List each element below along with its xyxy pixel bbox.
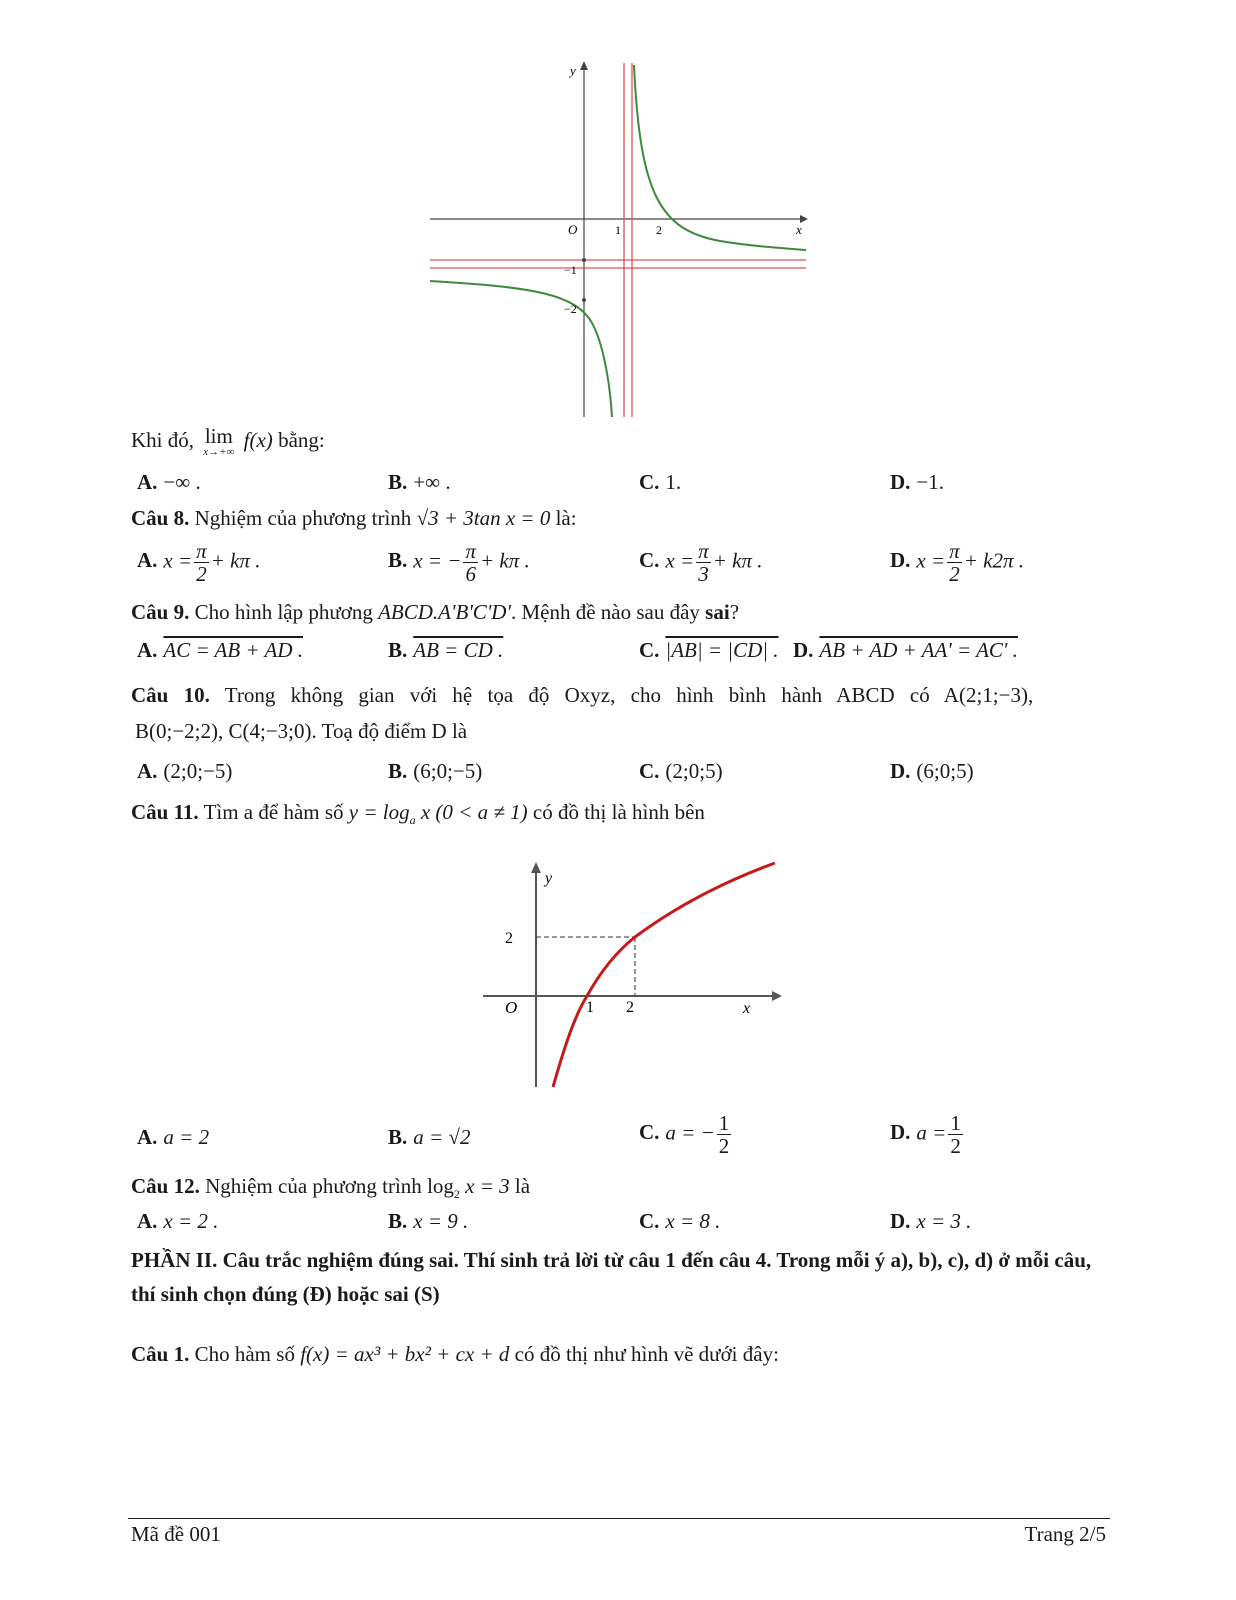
q9-option-a[interactable]: A. AC = AB + AD .: [137, 638, 303, 662]
q7-suffix: bằng:: [278, 427, 325, 452]
q12-option-b[interactable]: B. x = 9 .: [388, 1209, 469, 1233]
log-x-label: x: [743, 1000, 751, 1017]
q7-fx: f(x): [243, 427, 273, 452]
q8-option-c[interactable]: C. x = $\frac{\pi}{3}$ + kπ .: [639, 539, 763, 587]
q11-question: Câu 11. Tìm a để hàm số $y = \log_a x$ (0 < a ≠ 1) có đồ thị là hình bên: [131, 800, 705, 828]
q9-cube: ABCD.A'B'C'D': [378, 600, 511, 624]
q7-option-a[interactable]: A. −∞ .: [137, 470, 201, 494]
x-tick-2: 2: [656, 223, 662, 237]
q10-line1: Trong không gian với hệ tọa độ Oxyz, cho hình bình hành ABCD có A(2;1;−3),: [224, 683, 1034, 707]
q8-question: Câu 8. Nghiệm của phương trình √3 + 3tan x = 0 là:: [131, 506, 577, 530]
q11-option-a[interactable]: A. a = 2: [137, 1125, 210, 1149]
q10-question: [131, 683, 1106, 708]
part2-heading: PHẦN II. Câu trắc nghiệm đúng sai. Thí sinh trả lời từ câu 1 đến câu 4. Trong mỗi ý a), b), c), d) ở mỗi câu, thí sinh chọn đúng (Đ) hoặc sai (S): [131, 1248, 1092, 1306]
q8-option-d[interactable]: D. x = $\frac{\pi}{2}$ + k2π .: [890, 539, 1024, 587]
x-tick-1: 1: [615, 223, 621, 237]
log-y-label: y: [545, 870, 553, 887]
log-x-tick-2: 2: [626, 999, 634, 1016]
q9-question: Câu 9. Cho hình lập phương ABCD.A'B'C'D'. Mệnh đề nào sau đây sai?: [131, 600, 740, 624]
q11-label: Câu 11.: [131, 800, 199, 824]
q7-question: [131, 426, 325, 458]
q9-option-c[interactable]: C. |AB| = |CD| .: [639, 638, 779, 662]
q12-option-d[interactable]: D. x = 3 .: [890, 1209, 972, 1233]
log-x-tick-1: 1: [586, 999, 594, 1016]
y-axis-label: y: [570, 63, 576, 78]
x-axis-label: x: [796, 222, 802, 237]
q12-question: Câu 12. Nghiệm của phương trình $\log_2 x = 3$ là: [131, 1174, 531, 1202]
q7-lim: lim: [204, 424, 233, 448]
q12-option-c[interactable]: C. x = 8 .: [639, 1209, 721, 1233]
y-tick-minus-1: −1: [564, 263, 577, 277]
log-y-tick-2: 2: [505, 930, 513, 947]
q8-equation: √3 + 3tan x = 0: [416, 506, 551, 530]
part2-q1-question: Câu 1. Cho hàm số f(x) = ax³ + bx² + cx + d có đồ thị như hình vẽ dưới đây:: [131, 1342, 779, 1366]
footer-page: Trang 2/5: [1024, 1522, 1106, 1546]
q9-label: Câu 9.: [131, 600, 190, 624]
log-graph: [475, 855, 795, 1095]
q7-option-b[interactable]: B. +∞ .: [388, 470, 451, 494]
hyperbola-graph: [420, 55, 820, 425]
q12-option-a[interactable]: A. x = 2 .: [137, 1209, 219, 1233]
q7-option-c[interactable]: C. 1.: [639, 470, 682, 494]
q9-option-b[interactable]: B. AB = CD .: [388, 638, 504, 662]
q11-option-b[interactable]: B. a = √2: [388, 1125, 471, 1149]
y-tick-minus-2: −2: [564, 302, 577, 316]
q11-option-c[interactable]: C. a = − $\frac{1}{2}$: [639, 1111, 730, 1159]
q10-option-d[interactable]: D. (6;0;5): [890, 759, 974, 783]
q8-option-b[interactable]: B. x = − $\frac{\pi}{6}$ + kπ .: [388, 539, 530, 587]
q7-option-d[interactable]: D. −1.: [890, 470, 945, 494]
footer-rule: [128, 1518, 1110, 1519]
footer-code: Mã đề 001: [131, 1522, 221, 1546]
q10-option-a[interactable]: A. (2;0;−5): [137, 759, 233, 783]
q10-line2: B(0;−2;2), C(4;−3;0). Toạ độ điểm D là: [135, 719, 468, 743]
q10-option-c[interactable]: C. (2;0;5): [639, 759, 723, 783]
q8-option-a[interactable]: A. x = $\frac{\pi}{2}$ + kπ .: [137, 539, 261, 587]
q12-label: Câu 12.: [131, 1174, 200, 1198]
part2-q1-label: Câu 1.: [131, 1342, 190, 1366]
q11-option-d[interactable]: D. a = $\frac{1}{2}$: [890, 1111, 961, 1159]
q10-option-b[interactable]: B. (6;0;−5): [388, 759, 483, 783]
q9-option-d[interactable]: D. AB + AD + AA' = AC' .: [793, 638, 1018, 662]
origin-label: O: [568, 222, 578, 237]
q7-prefix: Khi đó,: [131, 427, 194, 452]
log-origin: O: [505, 998, 518, 1017]
q8-label: Câu 8.: [131, 506, 190, 530]
q7-lim-sub: x→+∞: [203, 446, 235, 458]
part2-q1-func: f(x) = ax³ + bx² + cx + d: [300, 1342, 510, 1366]
q10-label: Câu 10.: [131, 683, 210, 707]
